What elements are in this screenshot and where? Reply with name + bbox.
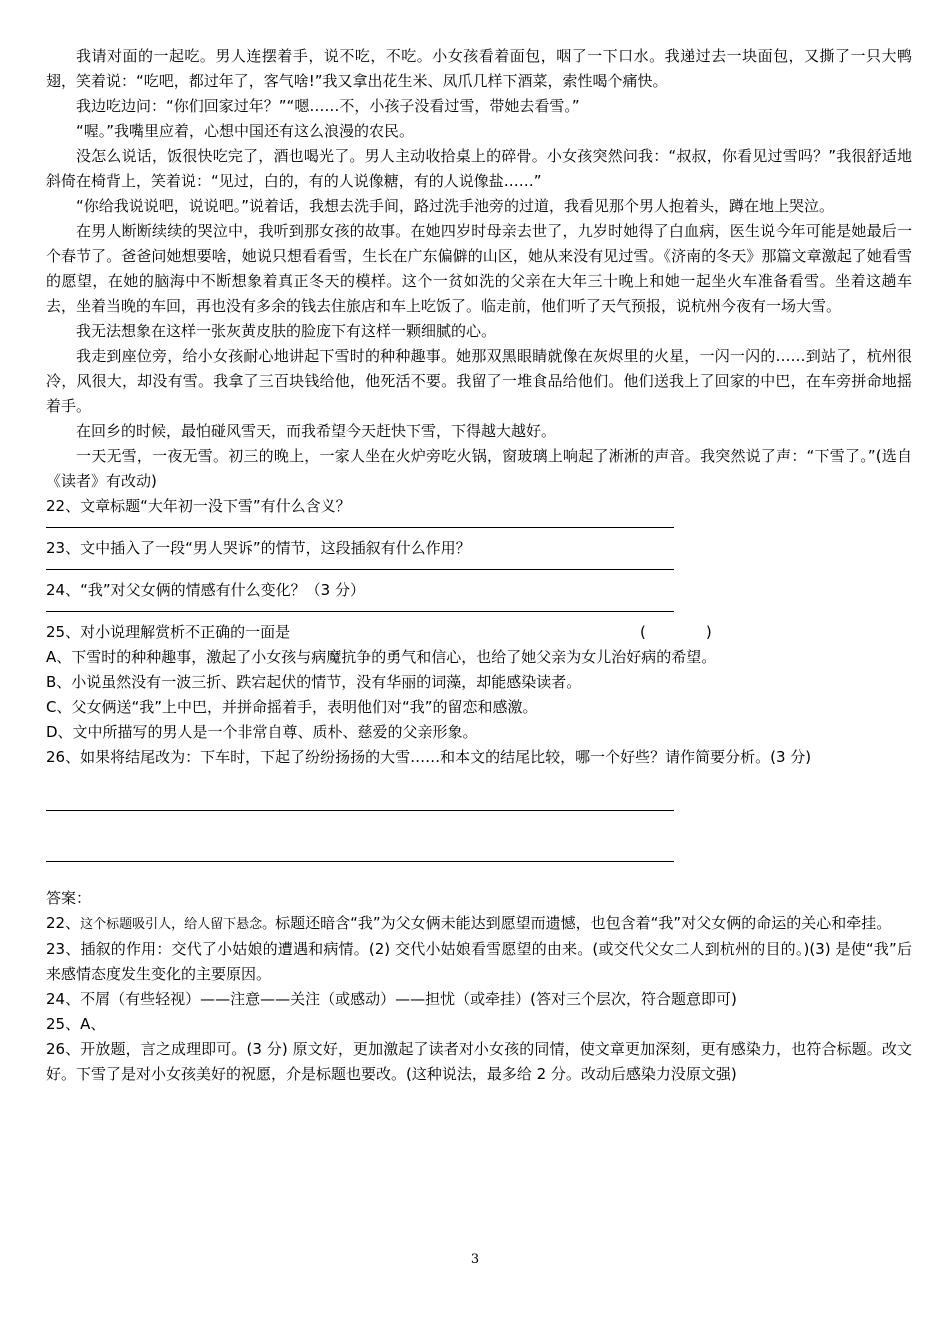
question-22: 22、文章标题“大年初一没下雪”有什么含义？ xyxy=(46,497,351,515)
question-25-stem: 25、对小说理解赏析不正确的一面是 xyxy=(46,623,291,641)
question-23: 23、文中插入了一段“男人哭诉”的情节，这段插叙有什么作用？ xyxy=(46,539,471,557)
story-text xyxy=(46,44,912,494)
story-paragraph-2: 我边吃边问：“你们回家过年？”“嗯……不，小孩子没看过雪，带她去看雪。” xyxy=(76,97,580,115)
answer-23: 23、插叙的作用：交代了小姑娘的遭遇和病情。(2) 交代小姑娘看雪愿望的由来。(或交代父女二人到杭州的目的。)(3) 是使“我”后来感情态度发生变化的主要原因。 xyxy=(46,940,912,983)
story-paragraph-7: 我无法想象在这样一张灰黄皮肤的脸庞下有这样一颗细腻的心。 xyxy=(76,322,497,340)
answers-heading: 答案： xyxy=(46,889,92,907)
answer-22-number: 22、 xyxy=(46,914,81,932)
document-page xyxy=(46,44,912,1087)
story-paragraph-1: 我请对面的一起吃。男人连摆着手，说不吃，不吃。小女孩看着面包，咽了一下口水。我递过去一块面包，又撕了一只大鸭翅，笑着说：“吃吧，都过年了，客气啥!”我又拿出花生米、凤爪几样下酒菜，索性喝个痛快。 xyxy=(46,47,912,90)
question-25-option-d: D、文中所描写的男人是一个非常自尊、质朴、慈爱的父亲形象。 xyxy=(46,723,478,741)
answer-22-text: 标题还暗含“我”为父女俩未能达到愿望而遗憾，也包含着“我”对父女俩的命运的关心和牵挂。 xyxy=(275,914,892,932)
question-25 xyxy=(46,620,912,645)
answer-22 xyxy=(46,911,912,937)
question-25-option-a: A、下雪时的种种趣事，激起了小女孩与病魔抗争的勇气和信心，也给了她父亲为女儿治好病的希望。 xyxy=(46,648,717,666)
answers-section xyxy=(46,886,912,1087)
answer-line-23[interactable] xyxy=(46,569,674,570)
answer-22-lead: 这个标题吸引人，给人留下悬念。 xyxy=(80,917,276,932)
page-number: 3 xyxy=(470,1252,480,1267)
question-25-option-c: C、父女俩送“我”上中巴，并拼命摇着手，表明他们对“我”的留恋和感激。 xyxy=(46,698,538,716)
story-paragraph-6: 在男人断断续续的哭泣中，我听到那女孩的故事。在她四岁时母亲去世了，九岁时她得了白血病，医生说今年可能是她最后一个春节了。爸爸问她想要啥，她说只想看看雪，生长在广东偏僻的山区，她从来没有见过雪。《济南的冬天》那篇文章激起了她看雪的愿望，在她的脑海中不断想象着真正冬天的模样。这个一贫如洗的父亲在大年三十晚上和她一起坐火车准备看雪。坐着这趟车去，坐着当晚的车回，再也没有多余的钱去住旅店和车上吃饭了。临走前，他们听了天气预报，说杭州今夜有一场大雪。 xyxy=(46,222,912,315)
question-24: 24、“我”对父女俩的情感有什么变化？（3 分） xyxy=(46,581,365,599)
questions-section xyxy=(46,494,912,862)
question-25-answer-blank[interactable]: ( ) xyxy=(640,623,712,641)
answer-24: 24、不屑（有些轻视）——注意——关注（或感动）——担忧（或牵挂）(答对三个层次，符合题意即可) xyxy=(46,990,737,1008)
question-26: 26、如果将结尾改为：下车时，下起了纷纷扬扬的大雪……和本文的结尾比较，哪一个好些？请作简要分析。(3 分) xyxy=(46,748,812,766)
answer-line-22[interactable] xyxy=(46,527,674,528)
story-paragraph-10: 一天无雪，一夜无雪。初三的晚上，一家人坐在火炉旁吃火锅，窗玻璃上响起了淅淅的声音。我突然说了声：“下雪了。”(选自《读者》有改动) xyxy=(46,447,912,490)
answer-line-24[interactable] xyxy=(46,611,674,612)
answer-line-26a[interactable] xyxy=(46,810,674,811)
answer-line-26b[interactable] xyxy=(46,861,674,862)
story-paragraph-4: 没怎么说话，饭很快吃完了，酒也喝光了。男人主动收拾桌上的碎骨。小女孩突然问我：“叔叔，你看见过雪吗？”我很舒适地斜倚在椅背上，笑着说：“见过，白的，有的人说像糖，有的人说像盐……” xyxy=(46,147,912,190)
answer-25: 25、A、 xyxy=(46,1015,106,1033)
story-paragraph-5: “你给我说说吧，说说吧。”说着话，我想去洗手间，路过洗手池旁的过道，我看见那个男人抱着头，蹲在地上哭泣。 xyxy=(76,197,835,215)
story-paragraph-3: “喔。”我嘴里应着，心想中国还有这么浪漫的农民。 xyxy=(76,122,415,140)
answer-26: 26、开放题，言之成理即可。(3 分) 原文好，更加激起了读者对小女孩的同情，使文章更加深刻，更有感染力，也符合标题。改文好。下雪了是对小女孩美好的祝愿，介是标题也要改。(这种说法，最多给 2 分。改动后感染力没原文强) xyxy=(46,1040,912,1083)
story-paragraph-8: 我走到座位旁，给小女孩耐心地讲起下雪时的种种趣事。她那双黑眼睛就像在灰烬里的火星，一闪一闪的……到站了，杭州很冷，风很大，却没有雪。我拿了三百块钱给他，他死活不要。我留了一堆食品给他们。他们送我上了回家的中巴，在车旁拼命地摇着手。 xyxy=(46,347,912,415)
question-25-option-b: B、小说虽然没有一波三折、跌宕起伏的情节，没有华丽的词藻，却能感染读者。 xyxy=(46,673,582,691)
story-paragraph-9: 在回乡的时候，最怕碰风雪天，而我希望今天赶快下雪，下得越大越好。 xyxy=(76,422,557,440)
